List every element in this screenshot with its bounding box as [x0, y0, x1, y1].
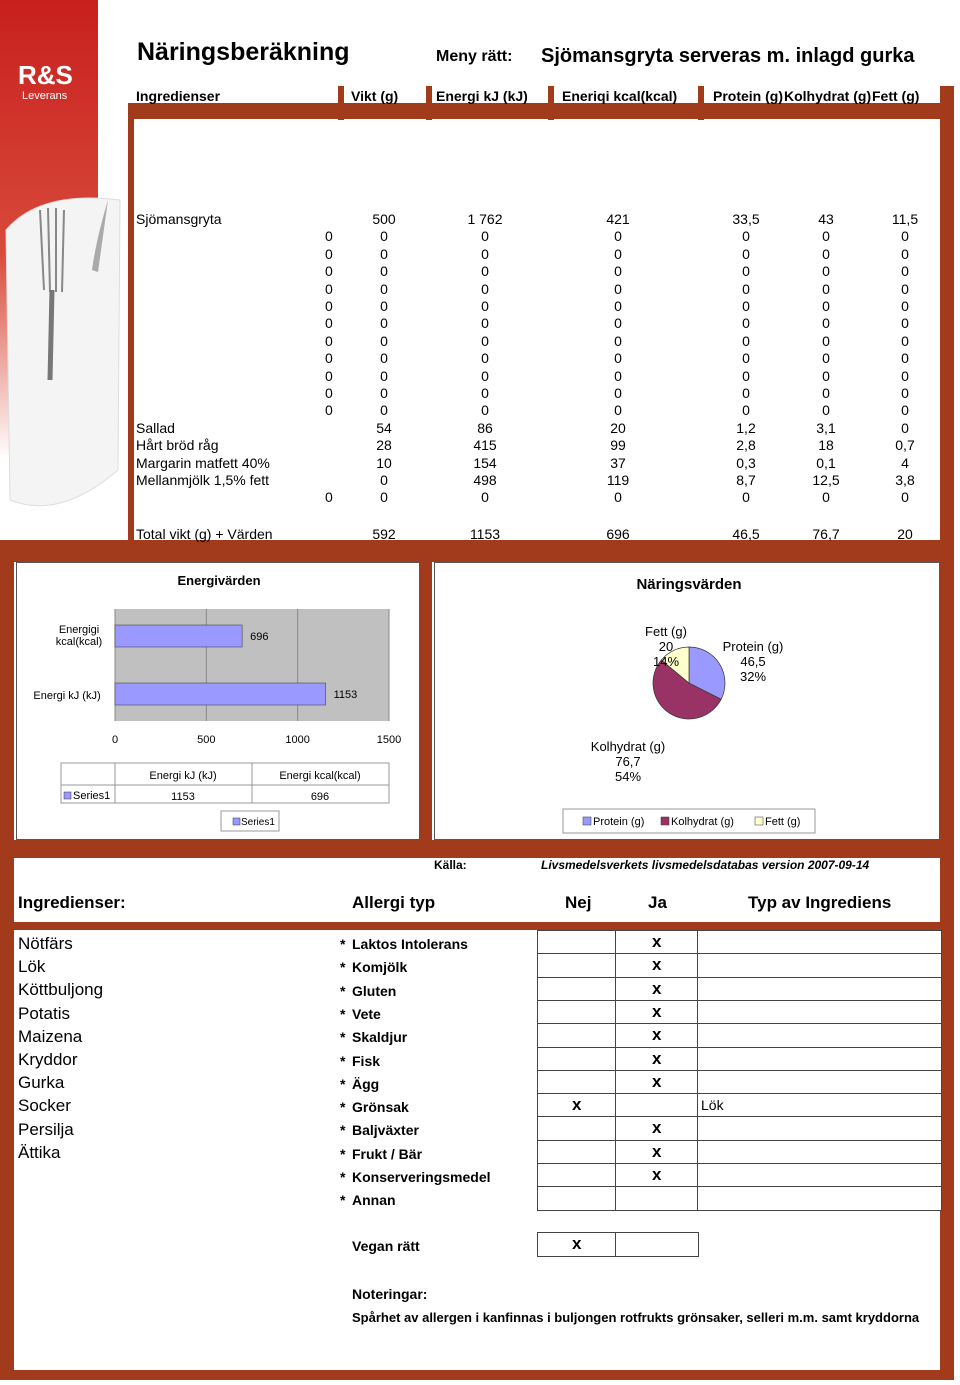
allergy-cell-ja[interactable]	[615, 1186, 699, 1211]
table-cell: 0	[901, 402, 909, 419]
data-table-header: Energi kJ (kJ)	[149, 770, 217, 782]
table-cell: 0	[822, 280, 830, 297]
allergy-star: *	[340, 1075, 346, 1092]
bar-data-label: 1153	[333, 689, 358, 701]
allergy-cell-ja[interactable]	[615, 1093, 699, 1118]
source-label: Källa:	[434, 858, 467, 872]
total-fett: 20	[897, 526, 913, 542]
allergy-cell-typ[interactable]	[697, 1047, 942, 1072]
table-cell: 0	[481, 245, 489, 262]
ingredient-item: Kryddor	[18, 1050, 78, 1069]
vegan-mark: x	[572, 1234, 582, 1253]
ingredient-item: Gurka	[18, 1073, 65, 1093]
table-cell: 0	[901, 228, 909, 245]
ja-mark: x	[652, 1001, 662, 1021]
allergy-cell-nej[interactable]	[537, 1140, 617, 1165]
frame-left	[128, 103, 134, 543]
row-name: Margarin matfett 40%	[136, 454, 270, 471]
table-cell: 0	[481, 350, 489, 367]
chart-frame-left	[0, 540, 14, 858]
table-cell: 0	[822, 263, 830, 280]
notes-label: Noteringar:	[352, 1286, 428, 1302]
allergy-star: *	[340, 1145, 346, 1162]
allergy-cell-typ[interactable]	[697, 1093, 942, 1118]
allergy-type-header: Allergi typ	[352, 893, 436, 912]
table-cell: 0	[380, 367, 388, 384]
table-cell: 0	[481, 385, 489, 401]
table-cell: 28	[376, 437, 392, 454]
col-kolhydrat: Kolhydrat (g)	[784, 88, 872, 104]
allergy-star: *	[340, 1029, 346, 1046]
table-cell: 0	[614, 367, 622, 384]
table-cell: 0	[481, 332, 489, 349]
table-cell: 3,1	[816, 419, 836, 436]
ingredient-item: Socker	[18, 1096, 71, 1116]
bar-data-label: 696	[250, 631, 269, 643]
yes-header: Ja	[648, 893, 667, 912]
table-cell: 0	[380, 280, 388, 297]
table-cell: 0	[901, 280, 909, 297]
allergy-cell-typ[interactable]	[697, 1023, 942, 1048]
y-label-kcal-line1: Energigi	[58, 624, 100, 636]
nutrition-chart-panel	[434, 562, 940, 840]
table-cell: 0	[481, 315, 489, 332]
ja-mark: x	[652, 1165, 662, 1184]
col-protein: Protein (g)	[713, 88, 783, 104]
row-lead: 0	[325, 367, 333, 384]
allergy-star: *	[340, 959, 346, 976]
allergy-star: *	[340, 1169, 346, 1185]
table-cell: 0	[380, 245, 388, 262]
allergy-frame-bottom	[0, 1370, 954, 1380]
pie-label-percent: 14%	[652, 654, 680, 669]
row-lead: 0	[325, 350, 333, 367]
data-table-value: 696	[310, 791, 330, 803]
pie-label-name: Kolhydrat (g)	[590, 739, 666, 754]
total-label: Total vikt (g) + Värden	[136, 526, 273, 542]
ingredient-type-header: Typ av Ingrediens	[748, 893, 892, 912]
allergy-cell-nej[interactable]	[537, 1023, 617, 1048]
row-lead: 0	[325, 315, 333, 332]
table-cell: 0	[614, 245, 622, 262]
table-cell: 0	[380, 489, 388, 506]
ja-mark: x	[652, 1071, 662, 1091]
allergy-cell-nej[interactable]	[537, 1000, 617, 1025]
legend-key	[233, 818, 240, 825]
total-kolhydrat: 76,7	[812, 526, 840, 542]
x-tick-label: 500	[197, 734, 216, 746]
table-cell: 0,7	[895, 437, 915, 454]
allergy-cell-typ[interactable]	[697, 977, 942, 1002]
table-cell: 1 762	[467, 211, 503, 227]
row-lead: 0	[325, 298, 333, 314]
table-cell: 0	[901, 350, 909, 367]
table-cell: 0	[380, 402, 388, 419]
table-cell: 0	[742, 298, 750, 314]
ingredient-item: Lök	[18, 957, 46, 977]
allergy-star: *	[340, 1052, 346, 1069]
allergy-cell-typ[interactable]	[697, 953, 942, 978]
header-bar	[128, 103, 953, 119]
nutrition-chart	[435, 563, 939, 839]
chart-title: Näringsvärden	[636, 576, 742, 593]
pie-label-percent: 32%	[739, 669, 767, 684]
allergy-cell-typ[interactable]	[697, 1163, 942, 1188]
table-cell: 0	[822, 332, 830, 349]
chart-frame-right	[940, 540, 954, 858]
energy-chart	[17, 563, 419, 839]
allergy-frame-right	[940, 858, 954, 1378]
table-cell: 0	[742, 402, 750, 419]
allergy-star: *	[340, 1099, 346, 1116]
col-ingredienser: Ingredienser	[136, 88, 221, 104]
ingredient-item: Ättika	[18, 1142, 61, 1162]
allergy-cell-nej[interactable]	[537, 930, 617, 955]
pie-label-name: Fett (g)	[645, 624, 687, 639]
data-table-header: Energi kcal(kcal)	[279, 770, 361, 782]
table-cell: 0	[614, 489, 622, 506]
row-lead: 0	[325, 402, 333, 419]
table-cell: 0	[742, 350, 750, 367]
allergy-frame-left	[0, 858, 14, 1378]
legend-label: Series1	[241, 817, 275, 828]
menu-label: Meny rätt:	[436, 48, 513, 65]
table-cell: 0	[742, 332, 750, 349]
table-cell: 0	[614, 315, 622, 332]
ja-mark: x	[652, 1141, 662, 1161]
table-cell: 0	[901, 489, 909, 506]
table-cell: 0,3	[736, 454, 756, 471]
table-cell: 0	[901, 332, 909, 349]
allergy-star: *	[340, 1005, 346, 1022]
table-cell: 18	[818, 437, 834, 454]
allergy-name: Grönsak	[352, 1099, 409, 1116]
table-cell: 0	[742, 280, 750, 297]
allergy-star: *	[340, 1122, 346, 1139]
allergy-name: Skaldjur	[352, 1029, 408, 1046]
row-lead: 0	[325, 228, 333, 245]
allergy-name: Baljväxter	[352, 1122, 419, 1139]
table-cell: 0	[822, 489, 830, 506]
allergy-cell-nej[interactable]	[537, 1070, 617, 1095]
table-cell: 1,2	[736, 419, 756, 436]
row-lead: 0	[325, 245, 333, 262]
allergy-star: *	[340, 936, 346, 952]
source-text: Livsmedelsverkets livsmedelsdatabas version 2007-09-14	[541, 858, 870, 872]
ingredient-item: Persilja	[18, 1119, 74, 1139]
table-cell: 0	[380, 385, 388, 401]
table-cell: 119	[606, 472, 630, 488]
table-cell: 0	[481, 489, 489, 506]
legend-key	[661, 817, 669, 825]
y-label-kj: Energi kJ (kJ)	[33, 690, 101, 702]
dish-name: Sjömansgryta serveras m. inlagd gurka	[541, 45, 915, 67]
table-cell: 0	[614, 332, 622, 349]
table-cell: 0	[380, 298, 388, 314]
table-cell: 415	[473, 437, 497, 454]
allergy-cell-typ[interactable]	[697, 1140, 942, 1165]
row-name: Hårt bröd råg	[136, 437, 219, 454]
row-lead: 0	[325, 385, 333, 401]
col-vikt: Vikt (g)	[351, 88, 399, 104]
table-cell: 0	[380, 315, 388, 332]
pie-label-value: 20	[658, 639, 674, 654]
row-lead: 0	[325, 332, 333, 349]
col-divider	[698, 86, 704, 120]
total-kj: 1153	[469, 526, 501, 542]
table-cell: 0	[822, 367, 830, 384]
table-cell: 0,1	[816, 454, 836, 471]
vegan-label: Vegan rätt	[352, 1238, 420, 1254]
table-cell: 0	[614, 385, 622, 401]
table-cell: 33,5	[732, 211, 760, 227]
table-cell: 0	[380, 332, 388, 349]
table-cell: 0	[822, 245, 830, 262]
table-cell: 86	[477, 419, 493, 436]
table-cell: 0	[901, 245, 909, 262]
table-cell: 0	[481, 228, 489, 245]
table-cell: 0	[481, 367, 489, 384]
allergy-name: Laktos Intolerans	[352, 936, 468, 952]
table-cell: 0	[742, 245, 750, 262]
logo-brand: R&S	[18, 60, 73, 90]
legend-label: Protein (g)	[593, 816, 645, 828]
table-cell: 0	[822, 228, 830, 245]
allergy-name: Vete	[352, 1005, 381, 1022]
table-cell: 0	[822, 350, 830, 367]
allergy-name: Gluten	[352, 982, 397, 999]
allergy-cell-nej[interactable]	[537, 1116, 617, 1141]
ingredients-header: Ingredienser:	[18, 893, 126, 912]
table-cell: 0	[380, 228, 388, 245]
table-cell: 12,5	[812, 472, 840, 488]
energy-chart-panel	[16, 562, 420, 840]
col-divider	[426, 86, 432, 120]
legend-label: Kolhydrat (g)	[671, 816, 734, 828]
table-cell: 54	[376, 419, 392, 436]
table-cell: 0	[380, 472, 388, 488]
allergy-name: Frukt / Bär	[352, 1145, 423, 1162]
chart-frame-bottom	[0, 840, 954, 858]
ja-mark: x	[652, 1025, 662, 1045]
pie-label-value: 46,5	[740, 654, 766, 669]
y-label-kcal-line2: kcal(kcal)	[55, 636, 103, 648]
table-cell: 0	[822, 385, 830, 401]
table-cell: 0	[822, 298, 830, 314]
allergy-name: Fisk	[352, 1052, 381, 1069]
allergy-cell-typ[interactable]	[697, 1186, 942, 1211]
ingredient-item: Nötfärs	[18, 934, 73, 953]
col-divider	[548, 86, 554, 120]
table-cell: 20	[610, 419, 626, 436]
table-cell: 0	[481, 402, 489, 419]
row-lead: 0	[325, 280, 333, 297]
total-kcal: 696	[606, 526, 630, 542]
table-cell: 0	[742, 385, 750, 401]
table-cell: 10	[376, 454, 392, 471]
table-cell: 0	[742, 315, 750, 332]
table-cell: 0	[481, 280, 489, 297]
row-lead: 0	[325, 263, 333, 280]
frame-right	[940, 86, 954, 543]
table-cell: 500	[372, 211, 396, 227]
allergy-name: Annan	[352, 1192, 396, 1209]
allergy-name: Ägg	[352, 1075, 380, 1092]
table-cell: 0	[742, 263, 750, 280]
ja-mark: x	[652, 978, 662, 998]
table-cell: 0	[901, 298, 909, 314]
row-name: Sjömansgryta	[136, 211, 222, 227]
ja-mark: x	[652, 1048, 662, 1068]
chart-title: Energivärden	[177, 573, 261, 588]
x-tick-label: 1000	[285, 734, 310, 746]
total-vikt: 592	[372, 526, 396, 542]
pie-label-name: Protein (g)	[722, 639, 784, 654]
allergy-cell-nej[interactable]	[537, 1047, 617, 1072]
table-cell: 154	[473, 454, 497, 471]
table-cell: 0	[481, 263, 489, 280]
col-energi-kcal: Eneriqi kcal(kcal)	[562, 88, 678, 104]
table-cell: 43	[818, 211, 834, 227]
bar	[115, 683, 326, 705]
x-tick-label: 0	[111, 734, 119, 746]
table-cell: 0	[901, 367, 909, 384]
table-cell: 0	[380, 263, 388, 280]
vegan-box-ja[interactable]	[615, 1232, 699, 1257]
allergy-cell-nej[interactable]	[537, 1163, 617, 1188]
logo-sub: Leverans	[22, 90, 68, 102]
table-cell: 37	[610, 454, 626, 471]
allergy-cell-typ[interactable]	[697, 1070, 942, 1095]
allergy-cell-nej[interactable]	[537, 953, 617, 978]
table-cell: 99	[610, 437, 626, 454]
col-energi-kj: Energi kJ (kJ)	[436, 88, 528, 104]
table-cell: 0	[901, 419, 909, 436]
allergy-cell-typ[interactable]	[697, 1116, 942, 1141]
x-tick-label: 1500	[376, 734, 402, 746]
row-name: Sallad	[136, 419, 175, 436]
table-cell: 2,8	[736, 437, 756, 454]
table-cell: 11,5	[891, 211, 919, 227]
ja-mark: x	[652, 1118, 662, 1138]
col-divider	[338, 86, 344, 120]
table-cell: 0	[481, 298, 489, 314]
data-table-series: Series1	[73, 790, 111, 802]
ingredient-item: Potatis	[18, 1003, 70, 1023]
allergy-name: Komjölk	[352, 959, 408, 976]
table-cell: 4	[901, 454, 909, 471]
allergy-cell-typ[interactable]	[697, 930, 942, 955]
table-cell: 0	[822, 402, 830, 419]
data-table-value: 1153	[171, 791, 195, 803]
legend-label: Fett (g)	[765, 816, 801, 828]
legend-key	[583, 817, 591, 825]
table-cell: 0	[614, 280, 622, 297]
notes-text: Spårhet av allergen i kanfinnas i buljongen rotfrukts grönsaker, selleri m.m. samt kryddorna	[352, 1310, 920, 1325]
ja-mark: x	[652, 932, 662, 951]
pie-label-percent: 54%	[614, 769, 642, 784]
table-cell: 3,8	[895, 472, 915, 488]
ja-mark: x	[652, 955, 662, 975]
table-cell: 8,7	[736, 472, 756, 488]
ingredient-item: Maizena	[18, 1026, 83, 1046]
table-cell: 0	[742, 489, 750, 506]
nej-mark: x	[572, 1095, 582, 1115]
legend-key	[755, 817, 763, 825]
table-cell: 0	[901, 315, 909, 332]
row-lead: 0	[325, 489, 333, 506]
table-cell: 498	[473, 472, 497, 488]
no-header: Nej	[565, 893, 592, 912]
table-cell: 0	[901, 385, 909, 401]
total-protein: 46,5	[732, 526, 760, 542]
table-cell: 0	[901, 263, 909, 280]
data-table-legend-key	[64, 792, 71, 799]
page-title: Näringsberäkning	[137, 38, 350, 66]
row-name: Mellanmjölk 1,5% fett	[136, 472, 270, 488]
bar	[115, 625, 242, 647]
table-cell: 0	[822, 315, 830, 332]
table-cell: 0	[380, 350, 388, 367]
chart-frame-mid	[418, 556, 432, 846]
table-cell: 0	[614, 402, 622, 419]
pie-label-value: 76,7	[615, 754, 641, 769]
allergy-cell-nej[interactable]	[537, 977, 617, 1002]
ingredient-type: Lök	[701, 1097, 724, 1114]
allergy-cell-typ[interactable]	[697, 1000, 942, 1025]
logo-area	[0, 0, 130, 560]
table-cell: 0	[614, 350, 622, 367]
table-cell: 0	[614, 228, 622, 245]
allergy-header-bar	[14, 922, 940, 930]
allergy-star: *	[340, 1192, 346, 1209]
table-cell: 421	[606, 211, 630, 227]
table-cell: 0	[614, 298, 622, 314]
ingredient-item: Köttbuljong	[18, 980, 104, 1000]
table-cell: 0	[742, 228, 750, 245]
allergy-name: Konserveringsmedel	[352, 1169, 491, 1185]
table-cell: 0	[614, 263, 622, 280]
col-fett: Fett (g)	[872, 88, 920, 104]
table-cell: 0	[742, 367, 750, 384]
allergy-cell-nej[interactable]	[537, 1186, 617, 1211]
allergy-star: *	[340, 982, 346, 999]
